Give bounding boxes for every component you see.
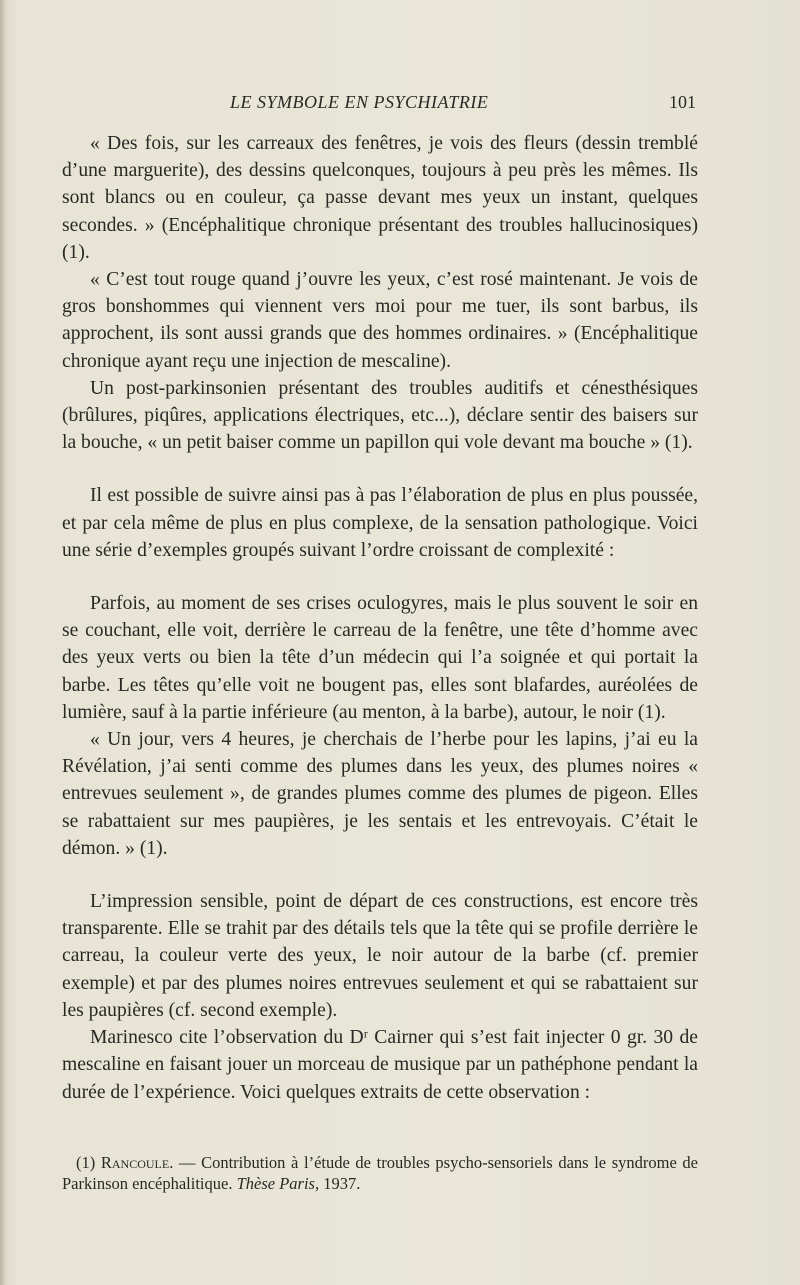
footnote-year: 1937. — [319, 1174, 361, 1193]
paragraph-quote-red: « C’est tout rouge quand j’ouvre les yeux, c’est rosé maintenant. Je vois de gros bonshommes qui viennent vers moi pour me tuer, ils sont barbus, ils approchent, ils sont aussi grands que des hommes ordinaires. » (Encéphalitique chronique ayant reçu une injection de mescaline). — [62, 269, 698, 372]
page-header — [62, 92, 698, 116]
paragraph-marinesco: Marinesco cite l’observation du Dʳ Cairner qui s’est fait injecter 0 gr. 30 de mescaline en faisant jouer un morceau de musique par un pathéphone pendant la durée de l’expérience. Voici quelques extraits de cette observation : — [62, 1027, 698, 1103]
section-gap — [62, 456, 698, 482]
section-gap — [62, 564, 698, 590]
paragraph-crises-oculogyres: Parfois, au moment de ses crises oculogyres, mais le plus souvent le soir en se couchant, elle voit, derrière le carreau de la fenêtre, une tête d’homme avec des yeux verts ou bien la tête d’un médecin qui l’a soignée et qui portait la barbe. Les têtes qu’elle voit ne bougent pas, elles sont blafardes, auréolées de lumière, sauf à la partie inférieure (au menton, à la barbe), autour, le noir (1). — [62, 593, 698, 723]
page-spine-shadow — [0, 0, 6, 1285]
paragraph-elaboration: Il est possible de suivre ainsi pas à pas l’élaboration de plus en plus poussée, et par cela même de plus en plus complexe, de la sensation pathologique. Voici une série d’exemples groupés suivant l’ordre croissant de complexité : — [62, 485, 698, 561]
running-title: LE SYMBOLE EN PSYCHIATRIE — [230, 92, 489, 112]
body-text — [62, 130, 698, 1106]
page-number: 101 — [669, 92, 696, 112]
paragraph-quote-flowers: « Des fois, sur les carreaux des fenêtres, je vois des fleurs (dessin tremblé d’une marguerite), des dessins quelconques, toujours à peu près les mêmes. Ils sont blancs ou en couleur, ça passe devant mes yeux un instant, quelques secondes. » (Encéphalitique chronique présentant des troubles hallucinosiques) (1). — [62, 133, 698, 263]
footnote-title: Thèse Paris, — [236, 1174, 320, 1193]
footnote-marker: (1) — [76, 1153, 96, 1172]
paragraph-quote-plumes: « Un jour, vers 4 heures, je cherchais de l’herbe pour les lapins, j’ai eu la Révélation, j’ai senti comme des plumes dans les yeux, des plumes noires « entrevues seulement », de grandes plumes comme des plumes de pigeon. Elles se rabattaient sur mes paupières, je les sentais et les entrevoyais. C’était le démon. » (1). — [62, 729, 698, 859]
paragraph-impression-sensible: L’impression sensible, point de départ de ces constructions, est encore très transparente. Elle se trahit par des détails tels que la tête qui se profile derrière le carreau, la couleur verte des yeux, le noir autour de la barbe (cf. premier exemple) et par des plumes noires entrevues seulement et qui se rabattaient sur les paupières (cf. second exemple). — [62, 891, 698, 1021]
section-gap — [62, 862, 698, 888]
footnote-text: — Contribution à l’étude de troubles psycho-sensoriels dans le syndrome de Parkinson encéphalitique. — [62, 1153, 698, 1193]
paragraph-post-parkinsonien: Un post-parkinsonien présentant des troubles auditifs et cénesthésiques (brûlures, piqûres, applications électriques, etc...), déclare sentir des baisers sur la bouche, « un petit baiser comme un papillon qui vole devant ma bouche » (1). — [62, 377, 698, 454]
footnote — [62, 1152, 698, 1194]
footnote-author: Rancoule. — [100, 1153, 174, 1172]
